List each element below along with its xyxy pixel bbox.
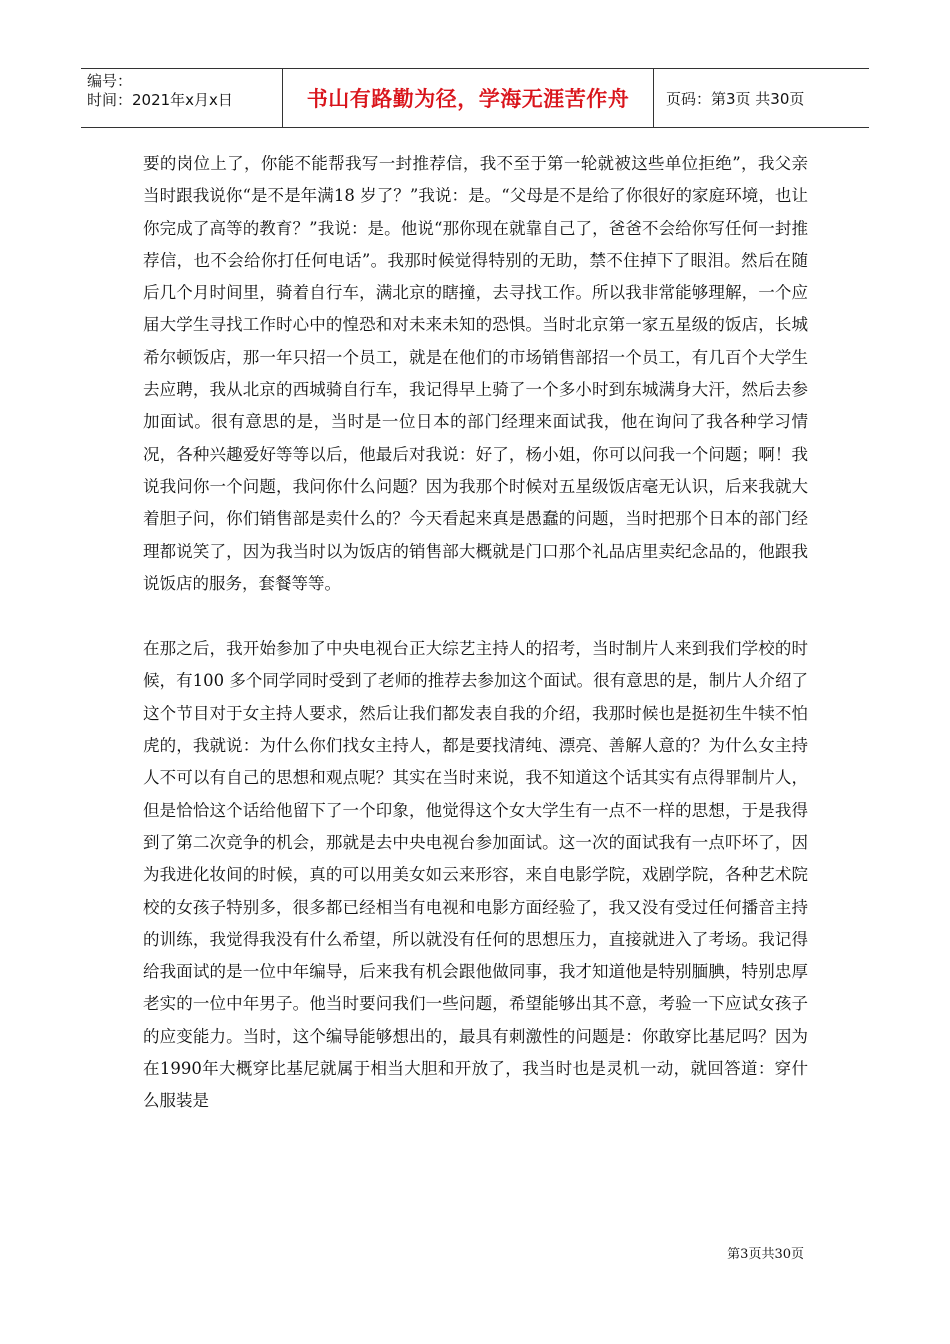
paragraph-1: 要的岗位上了，你能不能帮我写一封推荐信，我不至于第一轮就被这些单位拒绝”，我父亲当时跟我说你“是不是年满18 岁了？”我说：是。“父母是不是给了你很好的家庭环境，也让你完成了高等的教育？”我说：是。他说“那你现在就靠自己了，爸爸不会给你写任何一封推荐信，也不会给你打任何电话”。我那时候觉得特别的无助，禁不住掉下了眼泪。然后在随后几个月时间里，骑着自行车，满北京的瞎撞，去寻找工作。所以我非常能够理解，一个应届大学生寻找工作时心中的惶恐和对未来未知的恐惧。当时北京第一家五星级的饭店，长城希尔顿饭店，那一年只招一个员工，就是在他们的市场销售部招一个员工，有几百个大学生去应聘，我从北京的西城骑自行车，我记得早上骑了一个多小时到东城满身大汗，然后去参加面试。很有意思的是，当时是一位日本的部门经理来面试我，他在询问了我各种学习情况，各种兴趣爱好等等以后，他最后对我说：好了，杨小姐，你可以问我一个问题；啊！我说我问你一个问题，我问你什么问题？因为我那个时候对五星级饭店毫无认识，后来我就大着胆子问，你们销售部是卖什么的？今天看起来真是愚蠢的问题，当时把那个日本的部门经理都说笑了，因为我当时以为饭店的销售部大概就是门口那个礼品店里卖纪念品的，他跟我说饭店的服务，套餐等等。	[143, 154, 808, 593]
paragraph-2: 在那之后，我开始参加了中央电视台正大综艺主持人的招考，当时制片人来到我们学校的时候，有100 多个同学同时受到了老师的推荐去参加这个面试。很有意思的是，制片人介绍了这个节目对于女主持人要求，然后让我们都发表自我的介绍，我那时候也是挺初生牛犊不怕虎的，我就说：为什么你们找女主持人，都是要找清纯、漂亮、善解人意的？为什么女主持人不可以有自己的思想和观点呢？其实在当时来说，我不知道这个话其实有点得罪制片人，但是恰恰这个话给他留下了一个印象，他觉得这个女大学生有一点不一样的思想，于是我得到了第二次竞争的机会，那就是去中央电视台参加面试。这一次的面试我有一点吓坏了，因为我进化妆间的时候，真的可以用美女如云来形容，来自电影学院，戏剧学院，各种艺术院校的女孩子特别多，很多都已经相当有电视和电影方面经验了，我又没有受过任何播音主持的训练，我觉得我没有什么希望，所以就没有任何的思想压力，直接就进入了考场。我记得给我面试的是一位中年编导，后来我有机会跟他做同事，我才知道他是特别腼腆，特别忠厚老实的一位中年男子。他当时要问我们一些问题，希望能够出其不意，考验一下应试女孩子的应变能力。当时，这个编导能够想出的，最具有刺激性的问题是：你敢穿比基尼吗？因为在1990年大概穿比基尼就属于相当大胆和开放了，我当时也是灵机一动，就回答道：穿什么服装是	[143, 639, 808, 1111]
page-footer: 第3页共30页	[727, 1247, 804, 1262]
document-body	[143, 148, 808, 1118]
page-header	[81, 68, 869, 128]
header-page-info: 页码：第3页 共30页	[666, 89, 805, 108]
header-motto: 书山有路勤为径，学海无涯苦作舟	[283, 69, 654, 127]
number-label: 编号：	[87, 72, 133, 90]
time-label: 时间：2021年x月x日	[87, 91, 233, 109]
header-meta	[81, 69, 283, 127]
